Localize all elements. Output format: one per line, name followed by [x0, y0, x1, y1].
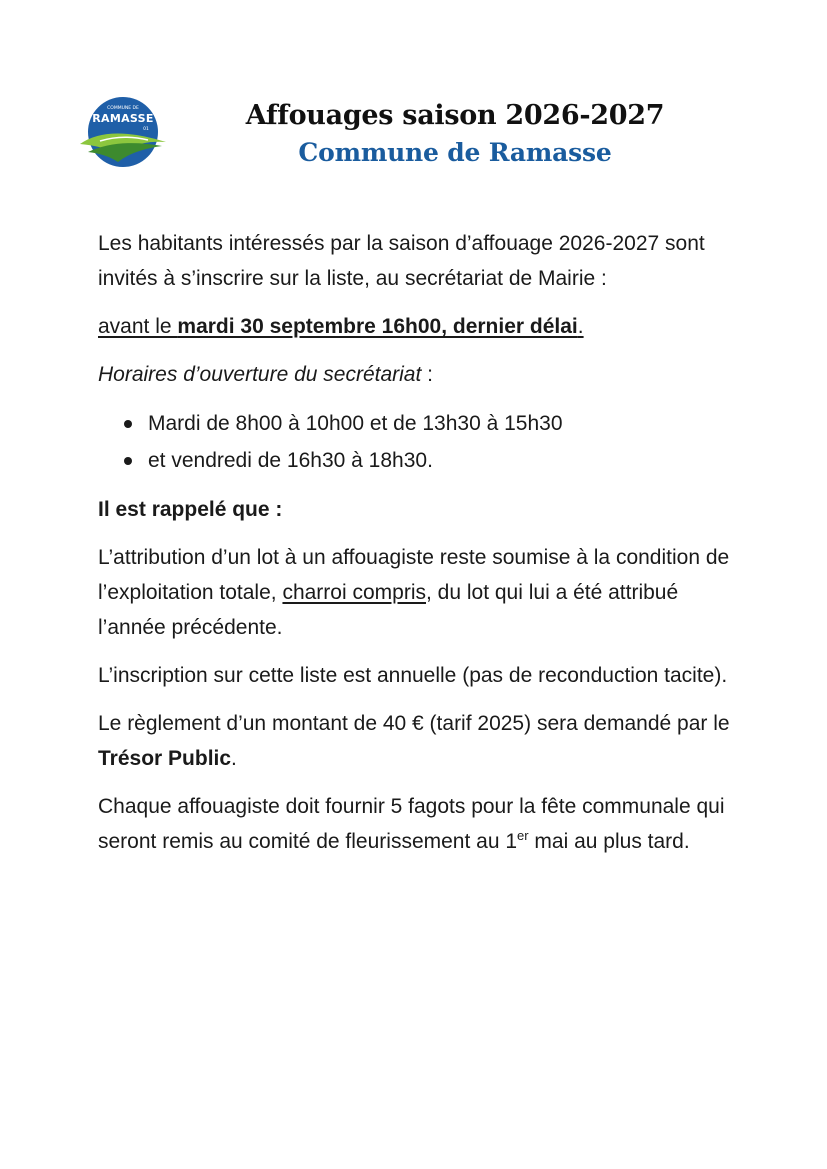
deadline-suffix: . — [577, 315, 584, 338]
hours-item-text: et vendredi de 16h30 à 18h30. — [148, 449, 433, 472]
rule-attribution — [98, 540, 738, 645]
page-title: Affouages saison 2026-2027 — [245, 100, 665, 131]
rule-3-text-b: . — [231, 747, 237, 770]
bullet-icon — [124, 457, 132, 465]
reminder-heading: Il est rappelé que : — [98, 498, 283, 521]
deadline-paragraph — [98, 309, 738, 344]
rule-payment — [98, 706, 738, 776]
rule-inscription: L’inscription sur cette liste est annuelle (pas de reconduction tacite). — [98, 664, 728, 687]
hours-label: Horaires d’ouverture du secrétariat — [98, 363, 422, 386]
deadline-date: mardi 30 septembre 16h00, dernier délai — [177, 315, 578, 338]
intro-paragraph: Les habitants intéressés par la saison d’affouage 2026-2027 sont invités à s’inscrire sur la liste, au secrétariat de Mairie : — [98, 232, 705, 290]
rule-4-sup: er — [517, 828, 529, 843]
hours-heading — [98, 357, 738, 392]
logo-emblem-icon — [78, 94, 168, 174]
logo-code: 01 — [143, 127, 149, 132]
deadline-prefix: avant le — [98, 315, 178, 338]
hours-item-text: Mardi de 8h00 à 10h00 et de 13h30 à 15h30 — [148, 412, 563, 435]
ramasse-logo — [78, 94, 168, 174]
rule-1-text-a: L’attribution d’un lot à un affouagiste reste soumise à la condition de l’exploitation totale, — [98, 546, 730, 604]
page-subtitle: Commune de Ramasse — [298, 138, 612, 167]
rule-1-text-b: , du lot qui lui a été attribué l’année précédente. — [98, 581, 679, 639]
document-body — [98, 226, 738, 872]
rule-3-text-a: Le règlement d’un montant de 40 € (tarif 2025) sera demandé par le — [98, 712, 730, 735]
logo-name: RAMASSE — [92, 112, 154, 125]
rule-4-text-a: Chaque affouagiste doit fournir 5 fagots pour la fête communale qui seront remis au comité de fleurissement au 1 — [98, 795, 725, 853]
list-item — [98, 405, 738, 442]
bullet-icon — [124, 420, 132, 428]
rule-fagots — [98, 789, 738, 859]
document-header — [200, 98, 710, 172]
list-item — [98, 442, 738, 479]
hours-colon: : — [421, 363, 433, 386]
hours-list — [98, 405, 738, 479]
rule-3-bold: Trésor Public — [98, 747, 232, 770]
logo-top-text: COMMUNE DE — [107, 106, 139, 111]
rule-1-underlined: charroi compris — [282, 581, 426, 604]
rule-4-text-b: mai au plus tard. — [528, 830, 690, 853]
